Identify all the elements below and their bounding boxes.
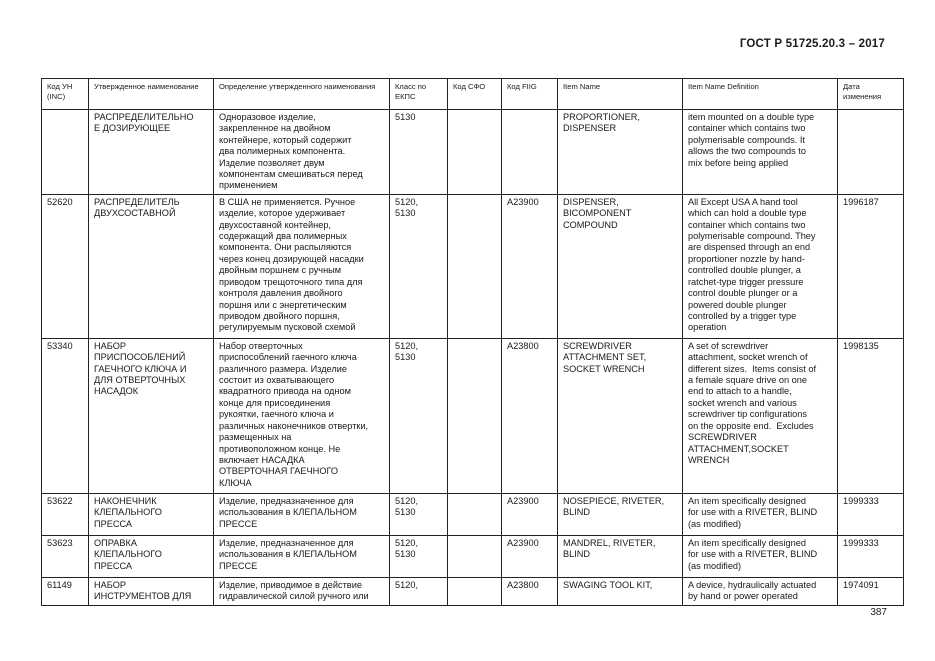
- cell-item-name: SCREWDRIVER ATTACHMENT SET, SOCKET WRENCH: [558, 338, 683, 493]
- column-header-code: Код УН (INC): [42, 79, 89, 110]
- cell-date: 1996187: [838, 194, 904, 338]
- cell-code: 53623: [42, 535, 89, 577]
- cell-code: 52620: [42, 194, 89, 338]
- cell-item-name: SWAGING TOOL KIT,: [558, 577, 683, 605]
- cell-definition: Изделие, предназначенное для использования в КЛЕПАЛЬНОМ ПРЕССЕ: [214, 493, 390, 535]
- cell-name: НАБОР ПРИСПОСОБЛЕНИЙ ГАЕЧНОГО КЛЮЧА И ДЛЯ ОТВЕРТОЧНЫХ НАСАДОК: [89, 338, 214, 493]
- cell-item-definition: item mounted on a double type container which contains two polymerisable compounds. It allows the two compounds to mix before being applied: [683, 110, 838, 195]
- cell-item-name: PROPORTIONER, DISPENSER: [558, 110, 683, 195]
- cell-fiig: [502, 110, 558, 195]
- cell-fiig: A23800: [502, 338, 558, 493]
- column-header-item-name: Item Name: [558, 79, 683, 110]
- page-number: 387: [870, 607, 887, 618]
- cell-class: 5120, 5130: [390, 493, 448, 535]
- cell-code: 53622: [42, 493, 89, 535]
- cell-item-definition: A device, hydraulically actuated by hand or power operated: [683, 577, 838, 605]
- cell-sfo: [448, 110, 502, 195]
- cell-name: НАБОР ИНСТРУМЕНТОВ ДЛЯ: [89, 577, 214, 605]
- cell-item-definition: An item specifically designed for use with a RIVETER, BLIND (as modified): [683, 535, 838, 577]
- cell-sfo: [448, 535, 502, 577]
- cell-sfo: [448, 194, 502, 338]
- column-header-definition: Определение утвержденного наименования: [214, 79, 390, 110]
- table-row: [42, 535, 904, 577]
- table-row: [42, 338, 904, 493]
- cell-date: 1999333: [838, 493, 904, 535]
- cell-item-definition: A set of screwdriver attachment, socket wrench of different sizes. Items consist of a female square drive on one end to attach to a handle, socket wrench and various screwdriver tip configurations on the opposite end. Excludes SCREWDRIVER ATTACHMENT,SOCKET WRENCH: [683, 338, 838, 493]
- cell-class: 5120, 5130: [390, 194, 448, 338]
- cell-name: РАСПРЕДЕЛИТЕЛЬ ДВУХСОСТАВНОЙ: [89, 194, 214, 338]
- cell-item-name: DISPENSER, BICOMPONENT COMPOUND: [558, 194, 683, 338]
- table-row: [42, 110, 904, 195]
- cell-class: 5130: [390, 110, 448, 195]
- cell-fiig: A23800: [502, 577, 558, 605]
- cell-item-definition: An item specifically designed for use with a RIVETER, BLIND (as modified): [683, 493, 838, 535]
- cell-class: 5120, 5130: [390, 535, 448, 577]
- cell-item-definition: All Except USA A hand tool which can hold a double type container which contains two polymerisable compound. They are dispensed through an end proportioner nozzle by hand- controlled double plunger, a ratchet-type trigger pressure control double plunger or a powered double plunger controlled by a trigger type operation: [683, 194, 838, 338]
- column-header-item-definition: Item Name Definition: [683, 79, 838, 110]
- cell-definition: Изделие, приводимое в действие гидравлической силой ручного или: [214, 577, 390, 605]
- cell-date: 1974091: [838, 577, 904, 605]
- cell-sfo: [448, 338, 502, 493]
- cell-class: 5120, 5130: [390, 338, 448, 493]
- cell-name: НАКОНЕЧНИК КЛЕПАЛЬНОГО ПРЕССА: [89, 493, 214, 535]
- cell-date: 1999333: [838, 535, 904, 577]
- cell-definition: В США не применяется. Ручное изделие, которое удерживает двухсоставной контейнер, содержащий два полимерных компонента. Они распыляются через конец дозирующей насадки двойным поршнем с ручным приводом трещоточного типа для контроля давления двойного поршня или с энергетическим приводом двойного поршня, регулируемым пусковой схемой: [214, 194, 390, 338]
- standard-header: ГОСТ Р 51725.20.3 – 2017: [739, 38, 885, 50]
- table-row: [42, 577, 904, 605]
- column-header-date: Дата изменения: [838, 79, 904, 110]
- cell-fiig: A23900: [502, 535, 558, 577]
- column-header-fiig: Код FIIG: [502, 79, 558, 110]
- column-header-name: Утвержденное наименование: [89, 79, 214, 110]
- cell-name: ОПРАВКА КЛЕПАЛЬНОГО ПРЕССА: [89, 535, 214, 577]
- cell-item-name: NOSEPIECE, RIVETER, BLIND: [558, 493, 683, 535]
- table-row: [42, 493, 904, 535]
- cell-definition: Одноразовое изделие, закрепленное на двойном контейнере, который содержит два полимерных компонента. Изделие позволяет двум компонентам смешиваться перед применением: [214, 110, 390, 195]
- cell-code: 53340: [42, 338, 89, 493]
- cell-fiig: A23900: [502, 194, 558, 338]
- cell-sfo: [448, 493, 502, 535]
- cell-code: [42, 110, 89, 195]
- cell-sfo: [448, 577, 502, 605]
- cell-date: 1998135: [838, 338, 904, 493]
- column-header-sfo: Код СФО: [448, 79, 502, 110]
- cell-date: [838, 110, 904, 195]
- cell-fiig: A23900: [502, 493, 558, 535]
- cell-definition: Изделие, предназначенное для использования в КЛЕПАЛЬНОМ ПРЕССЕ: [214, 535, 390, 577]
- table-header-row: [42, 79, 904, 110]
- cell-class: 5120,: [390, 577, 448, 605]
- cell-code: 61149: [42, 577, 89, 605]
- classification-table: [41, 78, 904, 606]
- column-header-class: Класс по ЕКПС: [390, 79, 448, 110]
- table-row: [42, 194, 904, 338]
- cell-definition: Набор отверточных приспособлений гаечного ключа различного размера. Изделие состоит из охватывающего квадратного привода на одном конце для присоединения рукоятки, гаечного ключа и различных наконечников отвертки, размещенных на противоположном конце. Не включает НАСАДКА ОТВЕРТОЧНАЯ ГАЕЧНОГО КЛЮЧА: [214, 338, 390, 493]
- cell-name: РАСПРЕДЕЛИТЕЛЬНО Е ДОЗИРУЮЩЕЕ: [89, 110, 214, 195]
- table-body: [42, 110, 904, 606]
- cell-item-name: MANDREL, RIVETER, BLIND: [558, 535, 683, 577]
